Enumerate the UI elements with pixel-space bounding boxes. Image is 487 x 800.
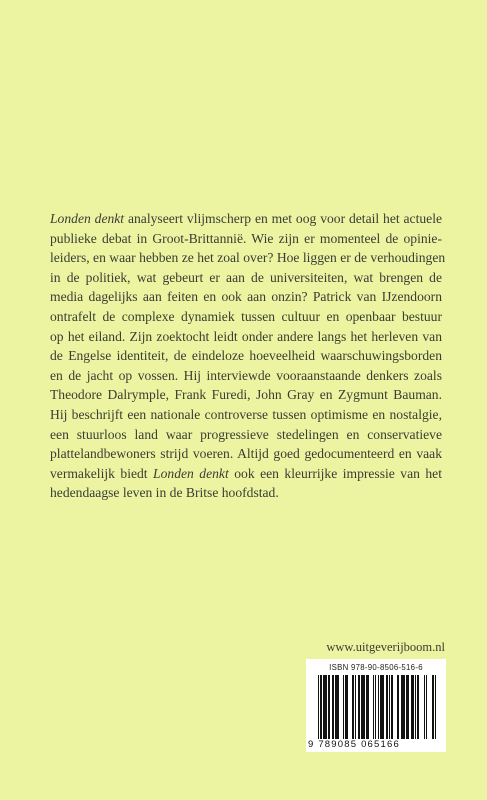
blurb-text: op het eiland. Zijn zoektocht leidt onder andere langs het herleven van — [50, 328, 442, 344]
blurb-text: ook een kleurrijke impressie van het — [228, 465, 442, 481]
barcode-bar — [375, 675, 376, 739]
barcode-bar — [320, 675, 321, 739]
barcode-bar — [373, 675, 374, 739]
blurb-line — [50, 307, 442, 327]
blurb-text: de Engelse identiteit, de eindeloze hoeveelheid waarschuwingsborden — [50, 348, 442, 364]
barcode-bar — [383, 675, 384, 739]
blurb-line — [50, 287, 442, 307]
book-title-italic: Londen denkt — [50, 211, 125, 226]
blurb-text: Hij beschrijft een nationale controverse tussen optimisme en nostalgie, — [50, 406, 442, 422]
blurb-line — [50, 444, 442, 464]
blurb-text: een stuurloos land waar progressieve stedelingen en conservatieve — [50, 426, 442, 442]
barcode-bar — [333, 675, 334, 739]
barcode-bar — [325, 675, 326, 739]
blurb-line — [50, 248, 446, 268]
blurb-line — [50, 209, 442, 229]
barcode-bar — [338, 675, 339, 739]
blurb-text: leiders, en waar hebben ze het zoal over? Hoe liggen er de verhoudingen — [50, 250, 446, 266]
blurb-line — [50, 268, 442, 288]
barcode-bar — [389, 675, 390, 739]
barcode-bar — [368, 675, 369, 739]
barcode-bar — [426, 675, 427, 739]
barcode-bar — [412, 675, 413, 739]
blurb-line — [50, 483, 442, 503]
barcode-bar — [353, 675, 354, 739]
barcode-bar — [391, 675, 392, 739]
barcode-digits: 9 789085 065166 — [308, 739, 400, 750]
barcode-bar — [435, 675, 436, 739]
isbn-label: ISBN 978-90-8506-516-6 — [329, 663, 423, 672]
blurb-text: plattelandbewoners strijd voeren. Altijd goed gedocumenteerd en vaak — [50, 446, 442, 462]
barcode-bar — [386, 675, 387, 739]
barcode-bar — [359, 675, 360, 739]
blurb-line — [50, 425, 442, 445]
blurb-line — [50, 229, 442, 249]
publisher-website: www.uitgeverijboom.nl — [326, 640, 445, 654]
barcode-bar — [424, 675, 425, 739]
barcode-bar — [404, 675, 405, 739]
blurb-line — [50, 327, 442, 347]
blurb-line — [50, 346, 442, 366]
back-cover-blurb — [50, 209, 446, 503]
blurb-line — [50, 366, 442, 386]
barcode-bar — [378, 675, 379, 739]
barcode-bar — [355, 675, 356, 739]
barcode-panel — [306, 659, 446, 752]
barcode-bar — [417, 675, 418, 739]
barcode-bar — [415, 675, 416, 739]
blurb-text: hedendaagse leven in de Britse hoofdstad. — [50, 485, 279, 501]
barcode-bar — [318, 675, 319, 739]
barcode-bar — [397, 675, 398, 739]
barcode-bar — [329, 675, 330, 739]
barcode-bar — [343, 675, 344, 739]
blurb-text: vermakelijk biedt — [50, 465, 154, 481]
blurb-line — [50, 464, 442, 484]
blurb-text: publieke debat in Groot-Brittannië. Wie zijn er momenteel de opinie- — [50, 230, 442, 246]
blurb-line — [50, 385, 442, 405]
blurb-text: media dagelijks aan feiten en ook aan onzin? Patrick van IJzendoorn — [50, 289, 442, 305]
barcode-bars — [318, 675, 436, 739]
barcode-bar — [347, 675, 348, 739]
blurb-line — [50, 405, 442, 425]
blurb-text: ontrafelt de complexe dynamiek tussen cultuur en openbaar bestuur — [50, 308, 442, 324]
book-title-italic: Londen denkt — [153, 465, 229, 481]
barcode-bar — [407, 675, 408, 739]
barcode-bar — [364, 675, 365, 739]
blurb-text: en de jacht op vossen. Hij interviewde vooraanstaande denkers zoals — [50, 367, 442, 383]
blurb-text: analyseert vlijmscherp en met oog voor detail het actuele — [124, 211, 442, 226]
blurb-text: in de politiek, wat gebeurt er aan de universiteiten, wat brengen de — [50, 269, 442, 285]
blurb-text: Theodore Dalrymple, Frank Furedi, John Gray en Zygmunt Bauman. — [50, 387, 442, 403]
barcode-bar — [432, 675, 433, 739]
